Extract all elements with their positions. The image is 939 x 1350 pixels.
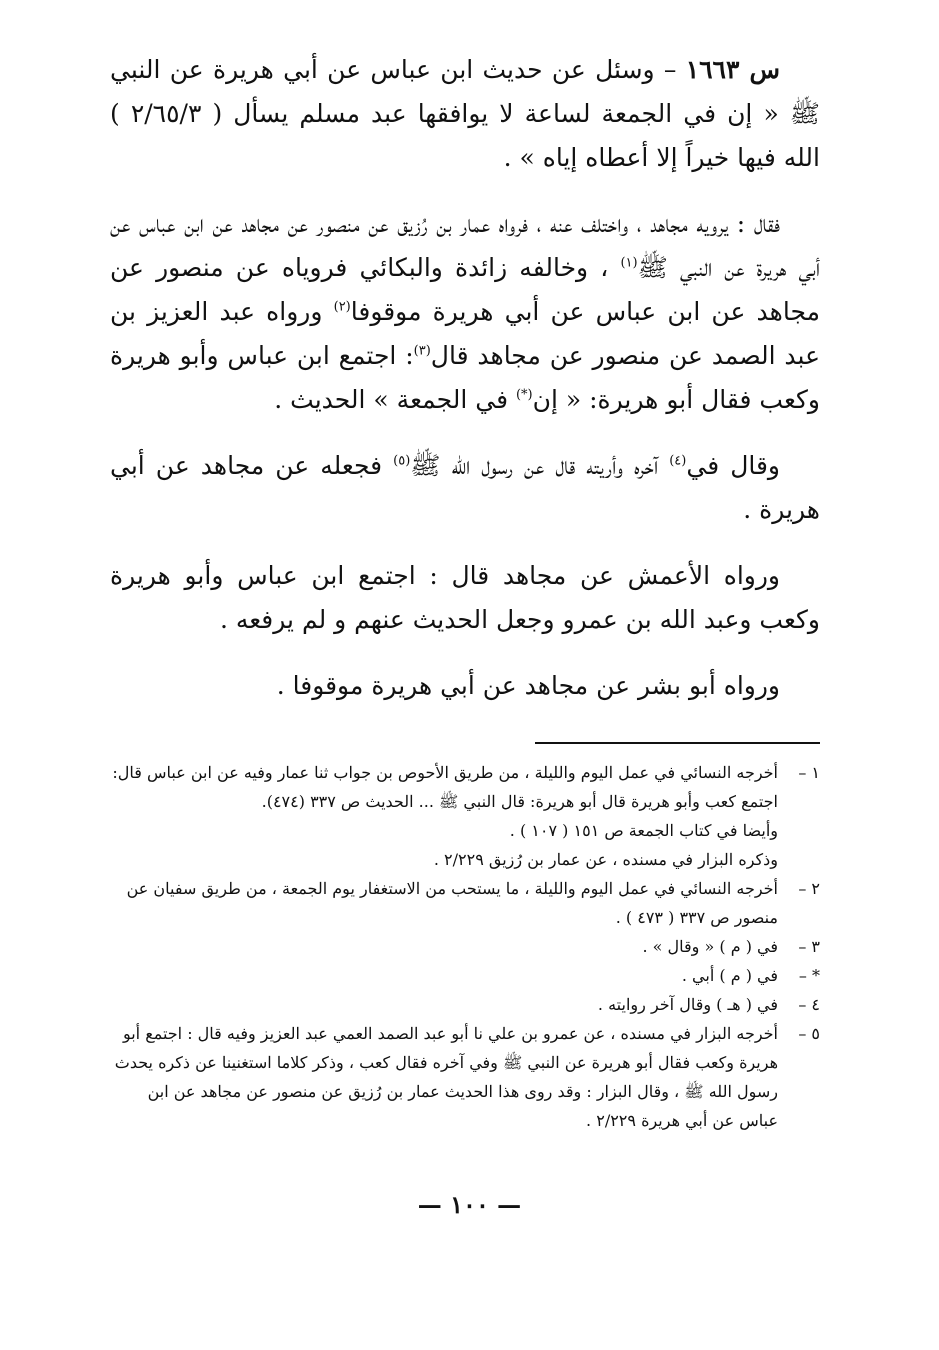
footnote-body: [110, 758, 778, 874]
footnote-line: في ( هـ ) وقال آخر روايته .: [597, 995, 778, 1014]
footnote-ref-2[interactable]: (٢): [333, 299, 351, 315]
footnote-body: [110, 961, 778, 990]
footnote-star: [110, 961, 820, 990]
footnote-ref-3[interactable]: (٣): [413, 343, 431, 359]
footnote-number: * –: [798, 966, 820, 985]
footnote-2: [110, 874, 820, 932]
footnote-line: في ( م ) « وقال » .: [642, 937, 778, 956]
footnote-4: [110, 990, 820, 1019]
footnote-body: [110, 932, 778, 961]
footnote-ref-5[interactable]: (٥): [393, 453, 411, 469]
text-span: في الجمعة » الحديث .: [274, 385, 509, 414]
text-span: ، وخالفه زائدة والبكائي فروياه عن منصور عن مجاهد عن ابن عباس عن أبي هريرة موقوفا: [110, 253, 820, 326]
footnote-ref-4[interactable]: (٤): [669, 453, 687, 469]
footnote-number: ١ –: [798, 763, 820, 782]
answer-paragraph-1: [110, 202, 820, 422]
text-span: : اجتمع ابن عباس وأبو هريرة وكعب فقال أبو هريرة: « إن: [110, 341, 820, 414]
footnote-ref-1[interactable]: (١): [620, 255, 638, 271]
footnote-number: ٤ –: [798, 995, 820, 1014]
question-paragraph: [110, 48, 820, 180]
answer-paragraph-4: ورواه أبو بشر عن مجاهد عن أبي هريرة موقوفا .: [276, 671, 780, 700]
answer-paragraph-3: ورواه الأعمش عن مجاهد قال : اجتمع ابن عباس وأبو هريرة وكعب وعبد الله بن عمرو وجعل الحديث عنهم و لم يرفعه .: [110, 561, 820, 634]
footnotes: [110, 758, 820, 1135]
footnote-line: أخرجه البزار في مسنده ، عن عمرو بن علي نا أبو عبد الصمد العمي عبد العزيز وفيه قال : اجتمع أبو هريرة وكعب فقال أبو هريرة عن النبي ﷺ وفي آخره فقال كعب ، وذكر كلاما استغنينا عن ذكره يحدث رسول الله ﷺ ، وقال البزار : وقد روى هذا الحديث عمار بن رُزيق عن منصور عن مجاهد عن ابن عباس عن أبي هريرة ٢/٢٢٩ .: [114, 1024, 778, 1130]
text-span: آخره وأريته قال عن رسول الله ﷺ: [410, 451, 659, 480]
answer-paragraph-2: [110, 444, 820, 532]
footnote-body: [110, 874, 778, 932]
text-span: فقال : يرويه مجاهد ، واختلف عنه ، فرواه عمار بن رُزيق عن منصور عن مجاهد عن ابن عباس عن أبي هريرة عن النبي ﷺ: [110, 209, 821, 282]
text-span: فجعله عن مجاهد عن أبي هريرة .: [110, 451, 820, 524]
question-text: – وسئل عن حديث ابن عباس عن أبي هريرة عن النبي ﷺ « إن في الجمعة لساعة لا يوافقها عبد مسلم يسأل ( ٢/٦٥/٣ ) الله فيها خيراً إلا أعطاه إياه » .: [110, 55, 821, 172]
footnote-line: في ( م ) أبي .: [681, 966, 778, 985]
footnote-number: ٣ –: [798, 937, 820, 956]
footnote-divider: [535, 742, 820, 744]
footnote-number: ٥ –: [798, 1024, 820, 1043]
page-number: — ١٠٠ —: [417, 1190, 522, 1219]
footnote-ref-star[interactable]: (*): [515, 387, 533, 403]
footnote-5: [110, 1019, 820, 1135]
footnote-body: [110, 1019, 778, 1135]
question-number: س ١٦٦٣: [685, 55, 780, 84]
footnote-3: [110, 932, 820, 961]
text-span: ورواه عبد العزيز بن عبد الصمد عن منصور عن مجاهد قال: [110, 297, 821, 370]
footnote-line: أخرجه النسائي في عمل اليوم والليلة ، ما يستحب من الاستغفار يوم الجمعة ، من طريق سفيان عن منصور ص ٣٣٧ ( ٤٧٣ ) .: [126, 879, 778, 927]
footnote-line: وأيضا في كتاب الجمعة ص ١٥١ ( ١٠٧ ) .: [509, 821, 778, 840]
footnote-1: [110, 758, 820, 874]
footnote-number: ٢ –: [798, 879, 820, 898]
text-span: وقال في: [686, 451, 780, 480]
footnote-line: وذكره البزار في مسنده ، عن عمار بن رُزيق ٢/٢٢٩ .: [433, 850, 778, 869]
main-text: [110, 48, 820, 708]
page: [110, 48, 820, 1135]
footnote-line: أخرجه النسائي في عمل اليوم والليلة ، من طريق الأحوص بن جواب ثنا عمار وفيه عن ابن عباس قال: اجتمع كعب وأبو هريرة قال أبو هريرة: قال النبي ﷺ ... الحديث ص ٣٣٧ (٤٧٤).: [112, 763, 778, 811]
footnote-body: [110, 990, 778, 1019]
